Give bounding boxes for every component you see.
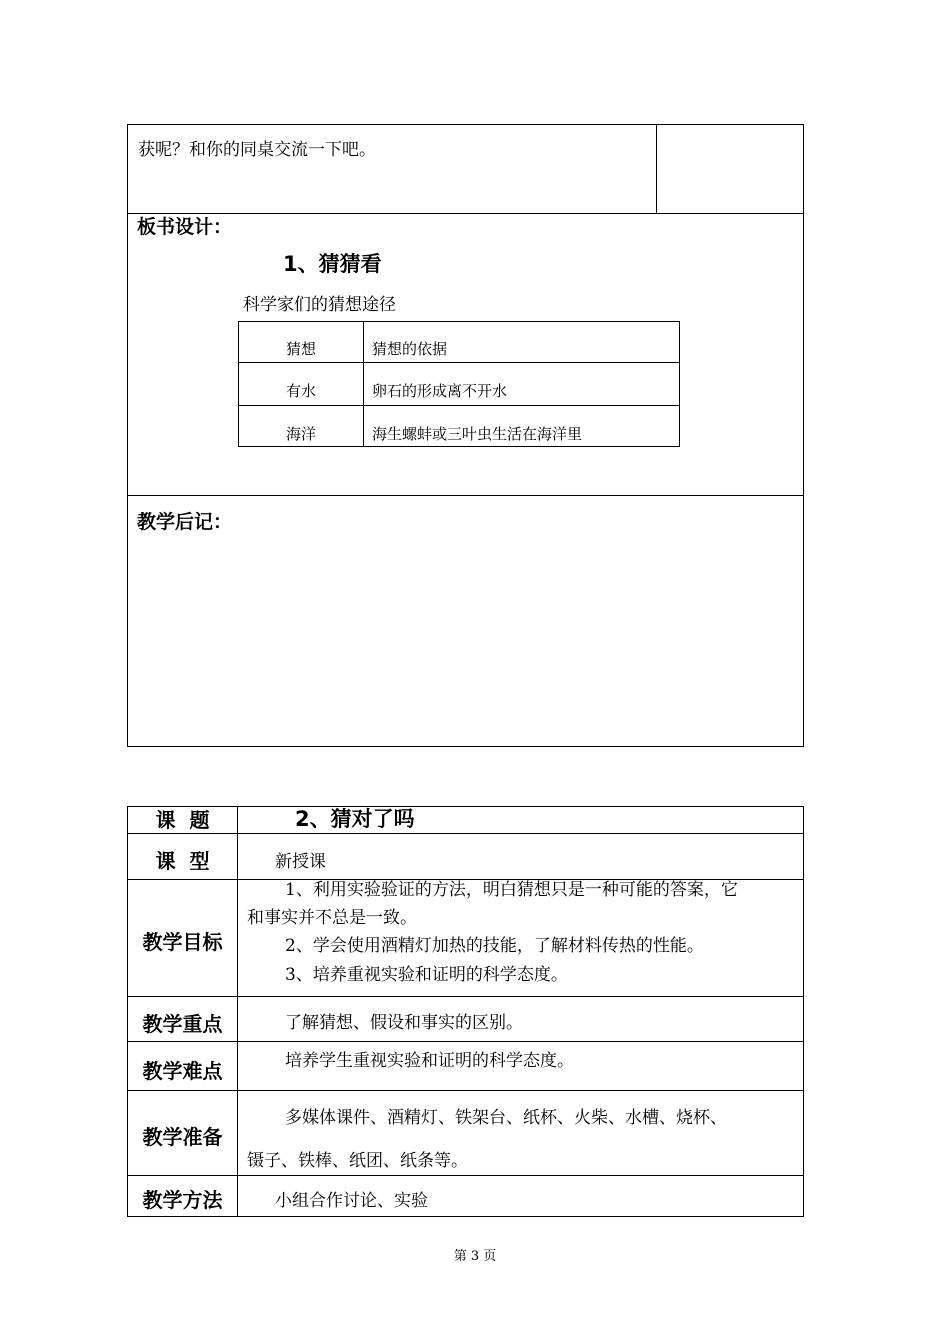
guess-row-1-basis: 卵石的形成离不开水 [372,382,508,400]
lesson-row-line-3 [127,996,804,997]
guess-table-row-line-1 [238,362,680,363]
lesson-row-line-6 [127,1175,804,1176]
lesson-row-line-4 [127,1041,804,1042]
lesson-row-line-1 [127,833,804,834]
page-number: 第 3 页 [453,1249,497,1264]
goals-line-2: 和事实并不总是一致。 [247,908,417,928]
type-label: 课 型 [155,849,210,873]
guess-table-row-line-2 [238,405,680,406]
guess-table-divider [363,321,364,447]
goals-line-1: 1、利用实验验证的方法，明白猜想只是一种可能的答案，它 [285,880,738,900]
topic-value: 2、猜对了吗 [295,807,415,831]
board-subtitle: 科学家们的猜想途径 [243,295,396,315]
prep-line-1: 多媒体课件、酒精灯、铁架台、纸杯、火柴、水槽、烧杯、 [285,1108,727,1128]
guess-row-2-basis: 海生螺蚌或三叶虫生活在海洋里 [372,425,583,443]
upper-row-line-2 [127,495,804,496]
type-value: 新授课 [275,852,326,872]
goals-line-3: 2、学会使用酒精灯加热的技能，了解材料传热的性能。 [285,936,704,956]
difficulty-value: 培养学生重视实验和证明的科学态度。 [285,1051,574,1071]
lesson-table-divider [237,806,238,1217]
goals-label: 教学目标 [142,930,223,954]
guess-header-guess: 猜想 [286,340,317,358]
key-value: 了解猜想、假设和事实的区别。 [285,1013,523,1033]
guess-row-1-guess: 有水 [286,382,317,400]
upper-row-line-1 [127,213,804,214]
board-design-label: 板书设计： [137,216,233,238]
lesson-row-line-5 [127,1090,804,1091]
guess-row-2-guess: 海洋 [286,425,317,443]
notes-label: 教学后记： [137,511,233,533]
method-label: 教学方法 [142,1188,223,1212]
prep-label: 教学准备 [142,1125,223,1149]
goals-line-4: 3、培养重视实验和证明的科学态度。 [285,965,568,985]
upper-table-divider [656,124,657,214]
prep-line-2: 镊子、铁棒、纸团、纸条等。 [247,1151,468,1171]
board-title: 1、猜猜看 [283,252,382,276]
key-label: 教学重点 [142,1012,223,1036]
difficulty-label: 教学难点 [142,1059,223,1083]
topic-label: 课 题 [155,808,210,832]
method-value: 小组合作讨论、实验 [275,1191,428,1211]
continuation-text: 获呢？和你的同桌交流一下吧。 [138,140,376,160]
guess-header-basis: 猜想的依据 [372,340,448,358]
